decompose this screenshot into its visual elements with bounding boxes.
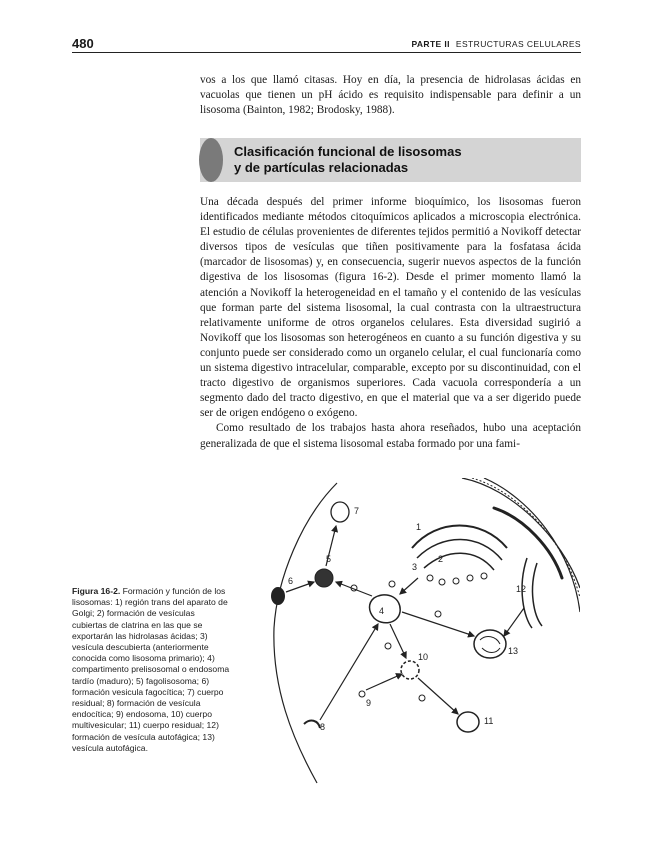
diagram-label-9: 9 (366, 698, 372, 708)
body-paragraph-1: Una década después del primer informe bioquímico, los lisosomas fueron identificados mediante métodos citoquímicos aplicados a microscopia electrónica. El estudio de células provenientes de diferentes tejidos permitió a Novikoff detectar diversos tipos de vesículas que tiñen positivamente para la fosfatasa ácida (marcador de lisosomas) y, en consecuencia, sugerir nuevos aspectos de la función digestiva de los lisosomas (figura 16-2). Desde el primer momento llamó la atención a Novikoff la heterogeneidad en el tamaño y el contenido de las vesículas que forman parte del sistema lisosomal, la cual contrasta con la ultraestructura relativamente uniforme de otros organelos celulares. Esta diversidad sugirió a Novikoff que los lisosomas son heterogéneos en cuanto a su función digestiva y su conjunto puede ser considerado como un organelo celular, el cual funcionaría como un sistema digestivo intracelular, comparable, excepto por su discontinuidad, con el tracto digestivo de organismos superiores. Cada vacuola correspondería a un segmento dado del tracto digestivo, en que el material que va a ser digerido puede ser de origen endógeno o exógeno. (200, 196, 581, 420)
arrow-golgi-to-endosome (400, 578, 418, 594)
diagram-label-11: 11 (484, 716, 494, 726)
diagram-label-7: 7 (354, 506, 360, 516)
nucleus-envelope (462, 478, 580, 588)
diagram-label-1: 1 (416, 522, 422, 532)
intro-text (200, 73, 581, 118)
autophagic-vesicle (474, 630, 506, 658)
phagolysosome (315, 569, 333, 587)
section-heading (234, 144, 462, 176)
arrow-endosome-to-phagolysosome (336, 582, 372, 596)
part-label: PARTE II (411, 39, 450, 49)
lysosome-diagram (262, 478, 580, 788)
section-heading-line1: Clasificación funcional de lisosomas (234, 144, 462, 159)
arrow-endosome-to-autophagic (402, 612, 474, 636)
phagocytic-vesicle (271, 587, 285, 605)
golgi-trans-region (412, 526, 507, 549)
multivesicular-body (401, 661, 419, 679)
prelysosomal-compartment (370, 595, 401, 623)
figure-caption (72, 586, 230, 754)
section-heading-line2: y de partículas relacionadas (234, 160, 409, 175)
section-label: ESTRUCTURAS CELULARES (455, 39, 581, 49)
intro-paragraph: vos a los que llamó citasas. Hoy en día, la presencia de hidrolasas ácidas en vacuolas que tienen un pH ácido es requisito indispensable para definir a un lisosoma (Bainton, 1982; Brodosky, 1988). (200, 74, 581, 117)
body-paragraph-2: Como resultado de los trabajos hasta ahora reseñados, hubo una aceptación generalizada de que el sistema lisosomal estaba formado por una fami- (200, 422, 581, 450)
arrow-endosome-to-mvb (390, 624, 406, 658)
diagram-label-13: 13 (508, 646, 519, 656)
diagram-label-3: 3 (412, 562, 418, 572)
arrow-endosome9-to-mvb (366, 674, 402, 690)
residual-body-7 (331, 502, 349, 522)
arrow-vesicle12-to-13 (504, 608, 524, 636)
diagram-label-2: 2 (438, 554, 444, 564)
diagram-label-6: 6 (288, 576, 294, 586)
body-text (200, 195, 581, 452)
cell-membrane (274, 483, 337, 783)
endocytic-vesicle (304, 721, 320, 728)
running-header (411, 39, 581, 49)
diagram-label-8: 8 (320, 722, 326, 732)
diagram-label-12: 12 (516, 584, 527, 594)
diagram-label-4: 4 (379, 606, 385, 616)
figure-caption-label: Figura 16-2. (72, 586, 121, 596)
diagram-label-5: 5 (326, 554, 332, 564)
page-number: 480 (72, 36, 94, 51)
diagram-label-10: 10 (418, 652, 429, 662)
figure-caption-text: Formación y función de los lisosomas: 1) región trans del aparato de Golgi; 2) formación de vesículas cubiertas de clatrina en las que se exportarán las hidrolasas ácidas; 3) vesícula descubierta (anteriormente conocida como lisosoma primario); 4) compartimento prelisosomal o endosoma tardío (maduro); 5) fagolisosoma; 6) formación vesicula fagocítica; 7) cuerpo residual; 8) formación de vesícula endocítica; 9) endosoma, 10) cuerpo multivesicular; 11) cuerpo residual; 12) formación de vesícula autofágica; 13) vesícula autofágica. (72, 586, 230, 753)
section-heading-marker (199, 138, 223, 182)
residual-body-11 (457, 712, 479, 732)
header-rule (72, 52, 581, 53)
